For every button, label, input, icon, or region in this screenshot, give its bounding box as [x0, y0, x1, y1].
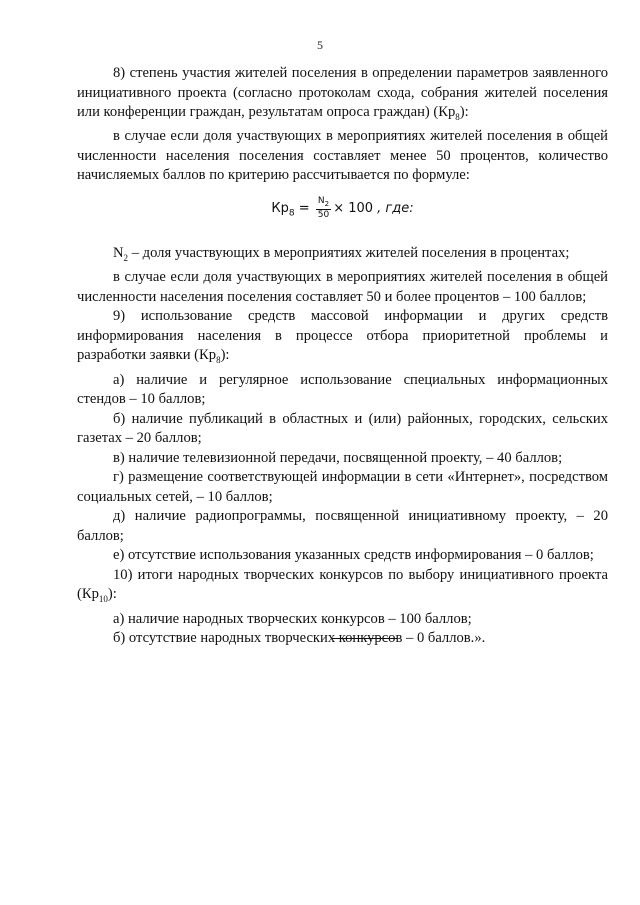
page-number: 5: [317, 38, 323, 52]
list-item-9b: б) наличие публикаций в областных и (или) районных, городских, сельских газетах – 20 баллов;: [77, 410, 608, 447]
list-item-9a: а) наличие и регулярное использование специальных информационных стендов – 10 баллов;: [77, 371, 608, 408]
paragraph-text-end: ):: [220, 347, 230, 364]
list-item-9f: е) отсутствие использования указанных средств информирования – 0 баллов;: [113, 547, 594, 564]
formula-fraction: [316, 196, 331, 222]
paragraph-text-end: ):: [107, 586, 117, 603]
paragraph-text: 10) итоги народных творческих конкурсов по выбору инициативного проекта (Кр: [77, 566, 608, 603]
formula-where: , где:: [377, 200, 414, 216]
formula-numerator: [316, 196, 331, 211]
paragraph-criterion-10: [77, 566, 608, 610]
formula-kr8: [77, 194, 608, 234]
n2-subscript: 2: [123, 252, 129, 263]
n2-symbol: N: [113, 244, 124, 261]
formula-equals: =: [294, 200, 314, 216]
closing-rule: [331, 638, 397, 639]
paragraph-n2-definition: [77, 244, 608, 268]
numerator-text: N: [317, 195, 325, 206]
document-body: [77, 64, 608, 649]
list-item-9c: в) наличие телевизионной передачи, посвященной проекту, – 40 баллов;: [113, 449, 563, 466]
paragraph-criterion-8: [77, 64, 608, 127]
formula-denominator: 50: [317, 210, 330, 221]
paragraph-text-end: ):: [459, 104, 469, 120]
paragraph-criterion-9: [77, 307, 608, 370]
formula-multiplier: × 100: [333, 200, 378, 216]
subscript: 8: [216, 355, 221, 366]
numerator-subscript: 2: [324, 199, 330, 208]
paragraph-text: 9) использование средств массовой информации и других средств информирования населения в процессе отбора приоритетной проблемы и разработки заявки (Кр: [77, 308, 608, 364]
paragraph-criterion-8-case-b: в случае если доля участвующих в мероприятиях жителей поселения в общей численности населения поселения составляет 50 и более процентов – 100 баллов;: [77, 269, 608, 305]
list-item-10a: а) наличие народных творческих конкурсов – 100 баллов;: [113, 610, 472, 627]
formula-lhs: Кр: [271, 200, 289, 216]
formula-lhs-subscript: 8: [288, 208, 295, 219]
paragraph-criterion-8-case-a: в случае если доля участвующих в мероприятиях жителей поселения в общей численности населения поселения составляет менее 50 процентов, количество начисляемых баллов по критерию рассчитывается по формуле:: [77, 128, 608, 184]
subscript: 10: [98, 594, 108, 605]
list-item-9d: г) размещение соответствующей информации в сети «Интернет», посредством социальных сетей, – 10 баллов;: [77, 469, 608, 505]
n2-definition-text: – доля участвующих в мероприятиях жителей поселения в процентах;: [128, 244, 570, 261]
list-item-9e: д) наличие радиопрограммы, посвященной инициативному проекту, – 20 баллов;: [77, 508, 608, 544]
list-item-10b: б) отсутствие народных творческих конкурсов – 0 баллов.».: [113, 630, 486, 647]
subscript: 8: [455, 111, 460, 122]
paragraph-text: 8) степень участия жителей поселения в определении параметров заявленного инициативного проекта (согласно протоколам схода, собрания жителей поселения или конференции граждан, результатам опроса граждан) (Кр: [77, 65, 608, 120]
